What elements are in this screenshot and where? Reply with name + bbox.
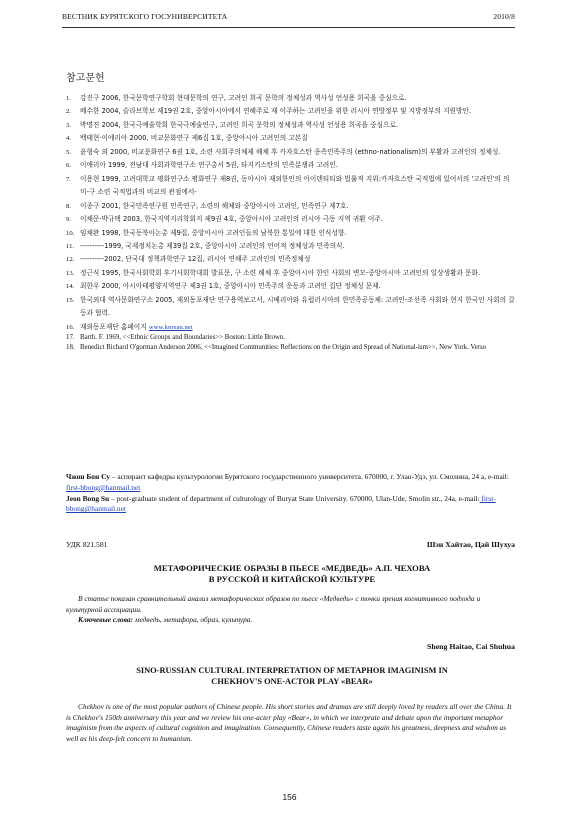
reference-item [66,280,518,293]
udk-code: УДК 821.581 [66,540,108,549]
reference-item [66,334,518,343]
reference-number: 11. [66,242,75,250]
reference-number: 2. [66,108,72,116]
reference-number: 8. [66,202,72,210]
reference-text: 박명진 2004, 한국극예술학회 한국극예술연구, 고려인 희곡 문학의 정체성과 역사성 언성용 희곡을 중심으로. [80,120,399,129]
author-info-ru [66,472,518,494]
reference-number: 3. [66,121,72,129]
reference-number: 5. [66,148,72,156]
reference-text: 강진구 2006, 한국문학연구학회 현대문학의 연구, 고려인 희곡 문학의 정체성과 역사성 언성용 희곡을 중심으로. [80,94,407,102]
abstract-ru-text: В статье показан сравнительный анализ метафорических образов по пьесе «Медведь» с точки зрения когнитивного подхода и культурной ассоциации. [66,594,481,614]
reference-item [66,119,518,132]
reference-number: 12. [66,256,75,264]
reference-item [66,173,518,200]
article-title-en [66,666,518,687]
reference-number: 10. [66,229,75,237]
author-name-en: Jeon Bong Su [66,493,110,503]
keywords-ru [78,615,252,624]
reference-item [66,294,518,321]
reference-item [66,105,518,118]
reference-text: 임채완 1998, 한국동북아논총 제9집, 중앙아시아 고려인들의 남북한 통일에 대한 인식성향. [80,228,347,237]
reference-text: 배수한 2004, 슬라브학보 제19권 2호, 중앙아시아에서 연해주로 재 이주하는 고려인을 위한 러시아 연방정부 및 지방정부의 지원방안. [80,107,472,116]
reference-text: ----------1999, 국제정치논총 제39집 2호, 중앙아시아 고려인의 언어적 정체성과 민족의식. [80,241,345,250]
reference-number: 14. [66,283,75,291]
author-desc-ru: – аспирант кафедры культурологии Бурятского государственного университета. 670000, г. Улан-Удэ, ул. Смолина, 24 а, e-mail: [109,472,509,481]
reference-text: 이채문·박규택 2003, 한국지역지리학회지 제9권 4호, 중앙아시아 고려인의 러시아 극동 지역 귀환 이주. [80,215,383,224]
journal-title: ВЕСТНИК БУРЯТСКОГО ГОСУНИВЕРСИТЕТА [62,12,228,21]
reference-number: 17. [66,334,75,342]
reference-item [66,200,518,213]
reference-text: 윤형숙 외 2000, 비교문화연구 6권 1호, 소련 사회주의체제 해체 후 카자흐스탄 종족민족주의 (ethno-nationalism)의 부활과 고려인의 정체성. [80,147,501,156]
abstract-en-text: Chekhov is one of the most popular authors of Chinese people. His short stories and dramas are still deeply loved by readers all over the China. It is Chekhov's 150th anniversary this year and we review his one-acter play «Bear», in which we interprate and debate upon the important metaphor imaginism from the aspects of cultural cognition and imagination. Consequently, Chinese readers taste again his greatness, deepness and wisdom as well as his deep-felt concern to humanism. [66,702,512,743]
reference-text: 한국외대 역사문화연구소 2005, 재외동포재단 연구용역보고서, 시베리아와 유럽러시아의 한민족공동체: 고려인-조선족 사회와 현지 한국인 사회의 갈등과 협력. [80,295,515,318]
header-divider [62,27,515,28]
reference-item [66,253,518,266]
reference-text: Benedict Richard O'gorman Anderson 2006, <<Imagined Communities: Reflections on the Origin and Spread of National-ism>>, New York. Verso [80,344,487,352]
reference-text: 이애리아 1999, 전남대 사회과학연구소 연구총서 5권, 타지키스탄의 민족분쟁과 고려인. [80,161,338,170]
references-heading: 참고문헌 [66,73,105,84]
reference-number: 6. [66,162,72,170]
keywords-text: медведь, метафора, образ, культура. [133,615,253,624]
reference-text: 이종구 2001, 한국민족연구원 민족연구, 소련의 해체와 중앙아시아 고려인, 민족연구 제7호. [80,201,349,210]
reference-number: 4. [66,135,72,143]
article-title-en-line1: SINO-RUSSIAN CULTURAL INTERPRETATION OF METAPHOR IMAGINISM IN [136,666,448,675]
reference-number: 18. [66,344,75,352]
reference-number: 13. [66,269,75,277]
abstract-ru [66,594,518,615]
reference-link[interactable]: www.korean.net [148,323,193,331]
keywords-label: Ключевые слова: [78,615,133,624]
reference-item [66,240,518,253]
reference-item [66,344,518,353]
reference-text: Barth. F. 1969, <<Ethnic Groups and Boundaries>> Boston: Little Brown. [80,334,286,342]
reference-text: 백태현·이에리아 2000, 비교문화연구 제6집 1호, 중앙아시아 고려인의 고본질 [80,134,308,143]
reference-item [66,213,518,226]
author-name-ru: Чжон Бон Су [66,472,110,481]
article-title-ru-line2: В РУССКОЙ И КИТАЙСКОЙ КУЛЬТУРЕ [208,573,376,584]
article-title-en-line2: CHEKHOV'S ONE-ACTOR PLAY «BEAR» [211,676,373,686]
references-list [66,92,518,354]
reference-text: 재외동포재단 홈페이지 [80,322,149,331]
reference-item [66,92,518,105]
reference-text: 이용현 1999, 고려대학교 평화연구소 평화연구 제8권, 동아시아 재외한인의 아이덴티티와 법률적 지위:카자흐스탄 국적법에 있어서의 '고려인'의 의미-구 소련 국적법과의 비교의 관점에서- [80,174,510,197]
article-title-ru [66,563,518,584]
reference-number: 7. [66,175,72,183]
reference-item [66,146,518,159]
article-title-ru-line1: МЕТАФОРИЧЕСКИЕ ОБРАЗЫ В ПЬЕСЕ «МЕДВЕДЬ» А.П. ЧЕХОВА [153,563,431,573]
reference-number: 15. [66,296,75,304]
reference-item [66,227,518,240]
article-authors-ru: Шэн Хайтао, Цай Шухуа [426,540,515,549]
reference-text: ----------2002, 단국대 정책과학연구 12집, 러시아 연해주 고려인의 민족정체성 [80,255,311,264]
author-desc-en: – post-graduate student of department of culturology of Buryat State University. 670000, Ulan-Ude, Smolin str., 24a, e-mail: [109,493,480,503]
reference-number: 16. [66,323,75,331]
reference-text: 정근식 1995, 한국사회학회 후기사회학대회 발표문, 구 소련 해체 후 중앙아시아 한인 사회의 변모-중앙아시아 고려인의 일상생활과 문화. [80,268,481,277]
running-header [62,12,515,26]
author-email-link-en[interactable]: first-bbong@hanmail.net [66,493,496,514]
article-meta-line [66,540,515,552]
author-email-link-ru[interactable]: first-bbong@hanmail.net [66,482,141,492]
reference-item [66,321,518,334]
author-info [66,472,518,515]
reference-item [66,267,518,280]
issue-number: 2010/8 [493,12,515,21]
page-number: 156 [282,792,297,802]
article-authors-en: Sheng Haitao, Cai Shuhua [427,642,515,651]
reference-number: 1. [66,95,72,102]
reference-number: 9. [66,216,72,224]
abstract-en [66,702,518,744]
reference-item [66,132,518,145]
reference-item [66,159,518,172]
reference-text: 최한우 2000, 아시아태평양지역연구 제3권 1호, 중앙아시아 민족주의 운동과 고려인 집단 정체성 문제. [80,282,381,291]
author-info-en [66,494,518,516]
